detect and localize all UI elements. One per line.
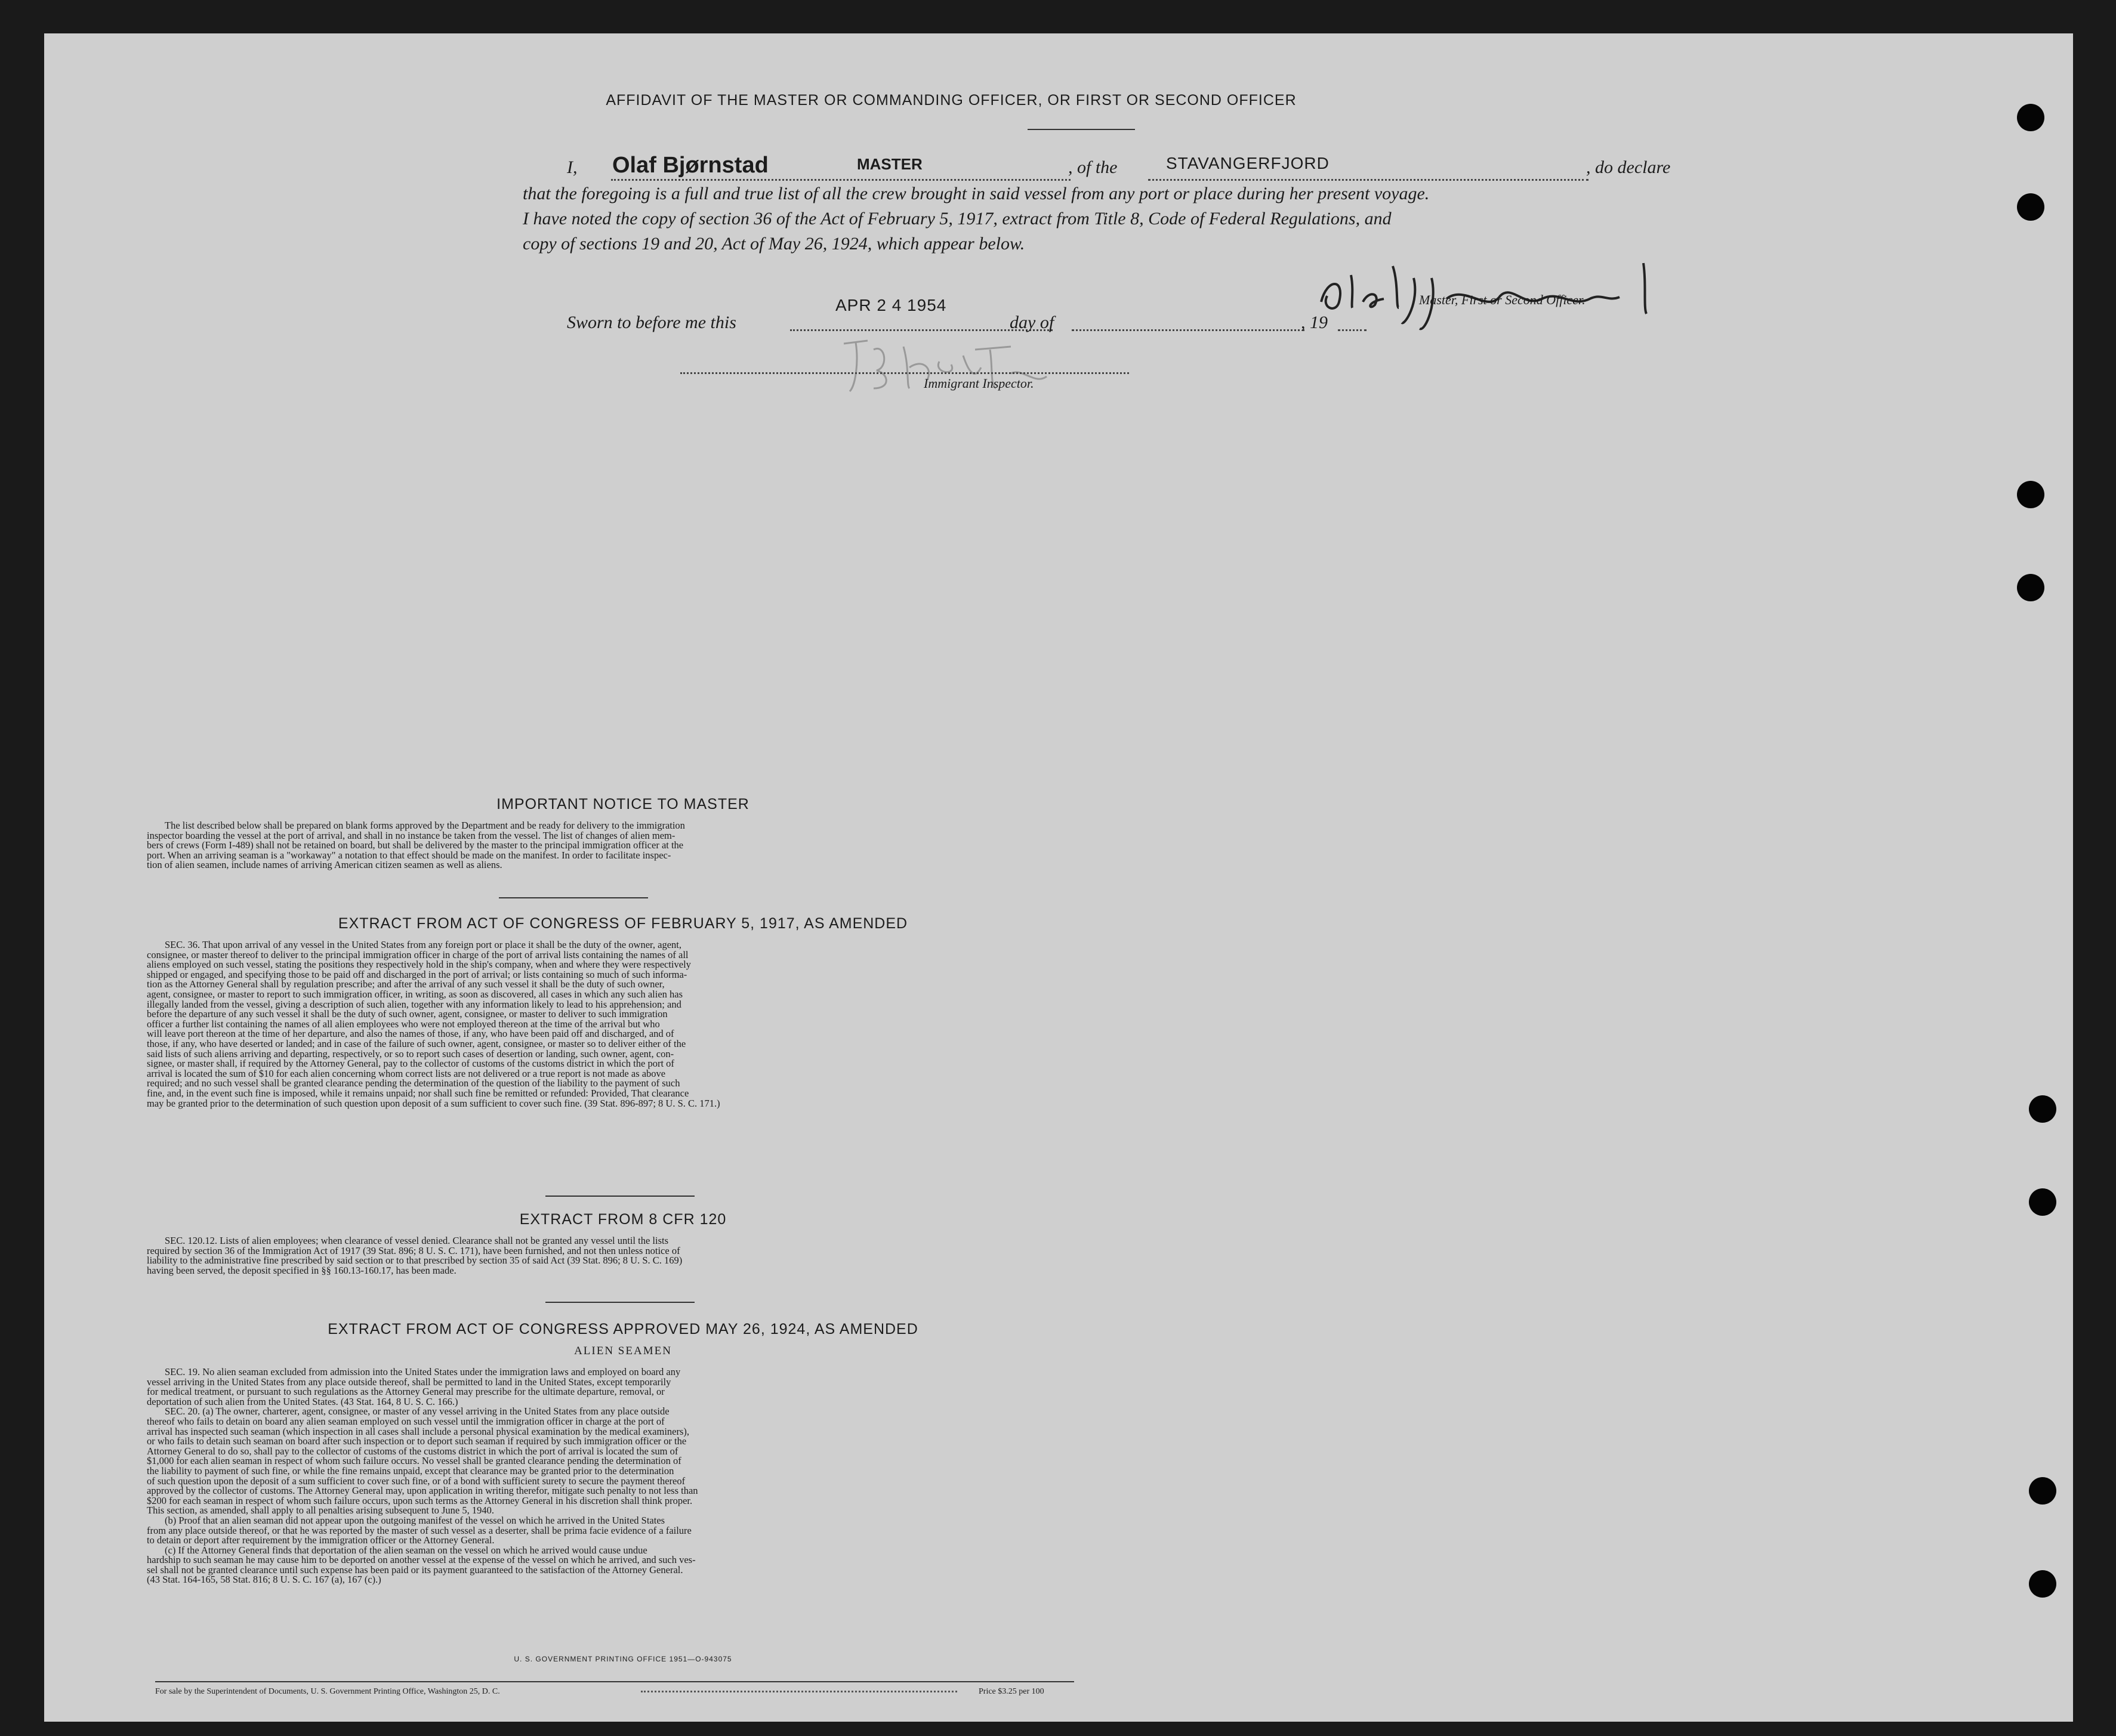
extract-1924-line: (b) Proof that an alien seaman did not appear upon the outgoing manifest of the vessel on which he arrived in the United States xyxy=(165,1514,665,1526)
extract-1917-line: agent, consignee, or master to report to such immigration officer, in writing, as soon as discovered, all cases in which any such alien has xyxy=(147,988,683,1000)
extract-1924-line: the liability to payment of such fine, or while the fine remains unpaid, except that clearance may be granted prior to the determination xyxy=(147,1465,674,1476)
inspector-caption: Immigrant Inspector. xyxy=(924,376,1034,391)
punch-hole xyxy=(2017,574,2044,601)
extract-1917-line: required; and no such vessel shall be granted clearance pending the determination of the question of the liability to the payment of such xyxy=(147,1077,680,1089)
master-signature xyxy=(1309,242,1697,332)
affidavit-line-2: that the foregoing is a full and true list of all the crew brought in said vessel from any port or place during her present voyage. xyxy=(523,184,1430,203)
year-blank xyxy=(1338,329,1367,331)
extract-1924-line: thereof who fails to detain on board any alien seaman employed on such vessel until the immigration officer in charge at the port of xyxy=(147,1415,665,1427)
extract-1917-line: signee, or master shall, if required by the Attorney General, pay to the collector of customs of the customs district in which the port of xyxy=(147,1058,674,1070)
extract-cfr-title: EXTRACT FROM 8 CFR 120 xyxy=(519,1211,727,1228)
extract-1917-line: tion as the Attorney General shall by regulation prescribe; and after the arrival of any such vessel it shall be the duty of such owner, xyxy=(147,978,665,990)
extract-cfr-text xyxy=(147,1236,1066,1275)
document-page xyxy=(44,33,2073,1722)
month-blank xyxy=(1072,329,1304,331)
affidavit-line-4: copy of sections 19 and 20, Act of May 26, 1924, which appear below. xyxy=(523,234,1025,254)
extract-1917-line: before the departure of any such vessel it shall be the duty of such owner, agent, consignee, or master to deliver to such immigration xyxy=(147,1008,668,1020)
footer-sale-text: For sale by the Superintendent of Documents, U. S. Government Printing Office, Washington 25, D. C. xyxy=(155,1687,500,1696)
extract-1924-line: for medical treatment, or pursuant to such regulations as the Attorney General may prescribe for the ultimate departure, removal, or xyxy=(147,1386,665,1398)
notice-line: tion of alien seamen, include names of arriving American citizen seamen as well as aliens. xyxy=(147,859,502,871)
extract-1917-line: arrival is located the sum of $10 for each alien concerning whom correct lists are not delivered or a true report is not made as above xyxy=(147,1067,666,1079)
section-divider xyxy=(545,1196,695,1197)
extract-1917-title: EXTRACT FROM ACT OF CONGRESS OF FEBRUARY 5, 1917, AS AMENDED xyxy=(338,915,908,932)
extract-1917-line: said lists of such aliens arriving and departing, respectively, or so to report such cases of desertion or landing, such owner, agent, con- xyxy=(147,1048,674,1059)
extract-1917-line: consignee, or master thereof to deliver to the principal immigration officer in charge of the port of arrival lists containing the names of all xyxy=(147,949,689,960)
name-rank-blank xyxy=(611,179,1071,181)
extract-cfr-line: liability to the administrative fine prescribed by said section or to that prescribed by section 35 of said Act (39 Stat. 896; 8 U. S. C. 169) xyxy=(147,1255,683,1267)
notice-line: inspector boarding the vessel at the port of arrival, and shall in no instance be taken from the vessel. The list of changes of alien mem- xyxy=(147,829,675,841)
extract-cfr-line: required by section 36 of the Immigration Act of 1917 (39 Stat. 896; 8 U. S. C. 171), have been furnished, and not then unless notice of xyxy=(147,1244,680,1256)
extract-1924-line: $200 for each seaman in respect of whom such failure occurs, upon such terms as the Attorney General in his discretion shall think proper. xyxy=(147,1494,693,1506)
extract-1924-line: SEC. 20. (a) The owner, charterer, agent, consignee, or master of any vessel arriving in the United States from any place outside xyxy=(165,1406,670,1417)
sworn-label: Sworn to before me this xyxy=(567,313,736,332)
vessel-name: STAVANGERFJORD xyxy=(1166,154,1330,172)
extract-1917-line: SEC. 36. That upon arrival of any vessel in the United States from any foreign port or place it shall be the duty of the owner, agent, xyxy=(165,939,681,950)
extract-1917-line: may be granted prior to the determination of such question upon deposit of a sum sufficient to cover such fine. (39 Stat. 896-897; 8 U. S. C. 171.) xyxy=(147,1097,720,1109)
punch-hole xyxy=(2017,481,2044,508)
punch-hole xyxy=(2029,1570,2056,1598)
title-divider xyxy=(1028,129,1135,130)
extract-1924-line: hardship to such seaman he may cause him to be deported on another vessel at the expense of the vessel on which he arrived, and such ves- xyxy=(147,1554,696,1566)
extract-1924-line: This section, as amended, shall apply to all penalties arising subsequent to June 5, 1940. xyxy=(147,1505,494,1516)
extract-1917-line: shipped or engaged, and specifying those to be paid off and discharged in the port of arrival; or lists containing so much of such informa- xyxy=(147,968,687,980)
notice-line: bers of crews (Form I-489) shall not be retained on board, but shall be delivered by the master to the principal immigration officer at the xyxy=(147,839,684,851)
extract-1924-line: approved by the collector of customs. The Attorney General may, upon application in writing therefor, mitigate such penalty to not less than xyxy=(147,1485,698,1497)
extract-1924-line: from any place outside thereof, or that he was reported by the master of such vessel as a deserter, shall be prima facie evidence of a failure xyxy=(147,1524,692,1536)
extract-1924-title: EXTRACT FROM ACT OF CONGRESS APPROVED MAY 26, 1924, AS AMENDED xyxy=(328,1321,918,1337)
vessel-blank xyxy=(1148,179,1588,181)
punch-hole xyxy=(2029,1095,2056,1123)
extract-1924-text xyxy=(147,1367,1072,1585)
extract-1924-line: Attorney General to do so, shall pay to the collector of customs of the customs district in which the port of arrival is located the sum of xyxy=(147,1445,678,1457)
day-of-label: day of xyxy=(1010,313,1054,332)
extract-1924-line: of such question upon the deposit of a sum sufficient to cover such fine, or of a bond with sufficient surety to secure the payment thereof xyxy=(147,1475,686,1487)
section-divider xyxy=(545,1302,695,1303)
section-divider xyxy=(499,897,648,898)
extract-1924-line: deportation of such alien from the United States. (43 Stat. 164, 8 U. S. C. 166.) xyxy=(147,1395,458,1407)
extract-1924-subtitle: ALIEN SEAMEN xyxy=(574,1345,672,1357)
master-rank: MASTER xyxy=(857,155,923,173)
affidavit-i: I, xyxy=(567,157,578,177)
extract-1917-line: illegally landed from the vessel, giving a description of such alien, together with any information likely to lead to his apprehension; and xyxy=(147,998,681,1010)
signature-caption: Master, First or Second Officer. xyxy=(1419,292,1586,307)
gpo-imprint: U. S. GOVERNMENT PRINTING OFFICE 1951—O-943075 xyxy=(514,1655,732,1663)
extract-1924-line: to detain or deport after requirement by the immigration officer or the Attorney General. xyxy=(147,1534,495,1546)
footer-price: Price $3.25 per 100 xyxy=(979,1687,1044,1696)
year-label: , 19 xyxy=(1301,313,1328,332)
extract-1924-line: SEC. 19. No alien seaman excluded from admission into the United States under the immigration laws and employed on board any xyxy=(165,1366,681,1377)
punch-hole xyxy=(2017,104,2044,131)
footer-rule xyxy=(155,1681,1074,1682)
punch-hole xyxy=(2017,193,2044,221)
master-name: Olaf Bjørnstad xyxy=(612,153,769,178)
extract-1917-line: those, if any, who have deserted or landed; and in case of the failure of such owner, agent, consignee, or master so to deliver either of the xyxy=(147,1037,686,1049)
punch-hole xyxy=(2029,1477,2056,1505)
notice-line: port. When an arriving seaman is a "workaway" a notation to that effect should be made on the manifest. In order to facilitate inspec- xyxy=(147,849,671,861)
of-the-label: , of the xyxy=(1068,157,1118,177)
extract-1917-line: fine, and, in the event such fine is imposed, while it remains unpaid; nor shall such fine be remitted or refunded: Provided, That clearance xyxy=(147,1087,689,1099)
extract-cfr-line: SEC. 120.12. Lists of alien employees; when clearance of vessel denied. Clearance shall not be granted any vessel until the lists xyxy=(165,1235,669,1246)
extract-1917-line: officer a further list containing the names of all alien employees who were not employed thereon at the time of the arrival but who xyxy=(147,1018,660,1030)
extract-1917-line: will leave port thereon at the time of her departure, and also the names of those, if any, who have been paid off and discharged, and of xyxy=(147,1028,674,1040)
punch-hole xyxy=(2029,1188,2056,1216)
extract-1924-line: or who fails to detain such seaman on board after such inspection or to deport such seaman if required by such immigration officer or the xyxy=(147,1435,687,1447)
extract-1924-line: arrival has inspected such seaman (which inspection in all cases shall include a personal physical examination by the medical examiners), xyxy=(147,1425,690,1437)
extract-1924-line: sel shall not be granted clearance until such expense has been paid or its payment guaranteed to the satisfaction of the Attorney General. xyxy=(147,1564,683,1576)
affidavit-title: AFFIDAVIT OF THE MASTER OR COMMANDING OFFICER, OR FIRST OR SECOND OFFICER xyxy=(606,92,1297,109)
date-stamp: APR 2 4 1954 xyxy=(835,296,947,314)
extract-1917-line: aliens employed on such vessel, stating the positions they respectively hold in the ship's company, when and where they were respectively xyxy=(147,959,691,971)
extract-1917-text xyxy=(147,940,1066,1108)
inspector-blank xyxy=(680,372,1129,374)
notice-line: The list described below shall be prepared on blank forms approved by the Department and be ready for delivery to the immigration xyxy=(165,820,685,831)
extract-cfr-line: having been served, the deposit specified in §§ 160.13-160.17, has been made. xyxy=(147,1264,456,1276)
footer-leader-dots xyxy=(641,1691,957,1692)
notice-text xyxy=(147,821,1066,870)
notice-title: IMPORTANT NOTICE TO MASTER xyxy=(496,796,749,813)
extract-1924-line: vessel arriving in the United States from any place outside thereof, shall be permitted to land in the United States, except temporarily xyxy=(147,1376,671,1388)
extract-1924-line: (c) If the Attorney General finds that deportation of the alien seaman on the vessel on which he arrived would cause undue xyxy=(165,1544,647,1556)
extract-1924-line: $1,000 for each alien seaman in respect of whom such failure occurs. No vessel shall be granted clearance pending the determination of xyxy=(147,1455,681,1467)
inspector-signature xyxy=(832,332,1082,403)
do-declare-label: , do declare xyxy=(1586,157,1671,177)
extract-1924-line: (43 Stat. 164-165, 58 Stat. 816; 8 U. S. C. 167 (a), 167 (c).) xyxy=(147,1574,381,1586)
affidavit-line-3: I have noted the copy of section 36 of the Act of February 5, 1917, extract from Title 8, Code of Federal Regulations, and xyxy=(523,209,1392,228)
